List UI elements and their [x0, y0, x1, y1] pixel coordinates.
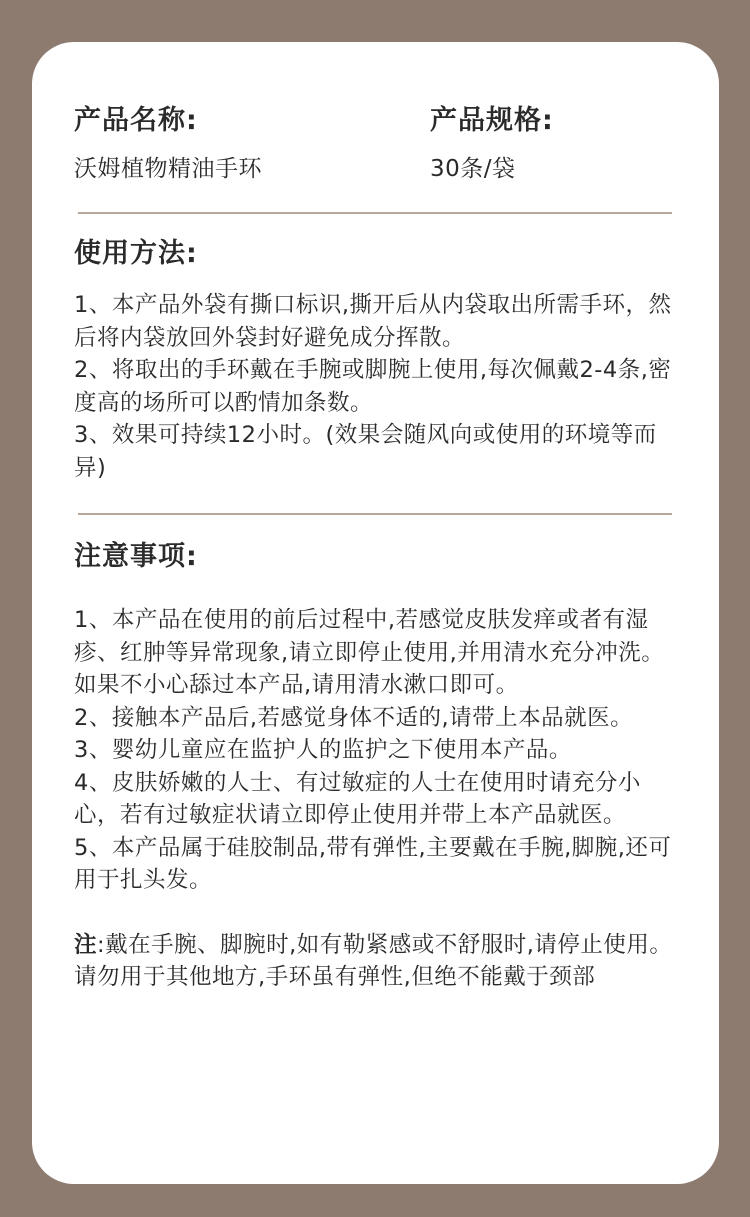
product-name-value: 沃姆植物精油手环 — [74, 156, 262, 182]
divider-top — [78, 212, 672, 214]
product-spec-block — [430, 104, 690, 184]
caution-note — [74, 929, 684, 994]
note-text: :戴在手腕、脚腕时,如有勒紧感或不舒服时,请停止使用。请勿用于其他地方,手环虽有弹性,但绝不能戴于颈部 — [74, 931, 673, 990]
product-info-card — [32, 42, 719, 1184]
usage-section — [74, 237, 684, 484]
caution-item-1: 1、本产品在使用的前后过程中,若感觉皮肤发痒或者有湿疹、红肿等异常现象,请立即停止使用,并用清水充分冲洗。如果不小心舔过本产品,请用清水漱口即可。 — [74, 607, 665, 698]
divider-middle — [78, 513, 672, 515]
product-spec-value: 30条/袋 — [430, 156, 516, 182]
caution-item-5: 5、本产品属于硅胶制品,带有弹性,主要戴在手腕,脚腕,还可用于扎头发。 — [74, 834, 672, 893]
product-spec-label: 产品规格: — [430, 105, 554, 136]
product-name-block — [74, 104, 430, 184]
cautions-title: 注意事项: — [74, 541, 198, 572]
product-name-label: 产品名称: — [74, 105, 198, 136]
caution-item-4: 4、皮肤娇嫩的人士、有过敏症的人士在使用时请充分小心，若有过敏症状请立即停止使用并带上本产品就医。 — [74, 769, 641, 828]
cautions-section — [74, 540, 684, 994]
note-label: 注 — [74, 931, 98, 958]
caution-item-3: 3、婴幼儿童应在监护人的监护之下使用本产品。 — [74, 737, 572, 763]
spec-row — [74, 104, 694, 184]
usage-title: 使用方法: — [74, 238, 198, 269]
usage-item-2: 2、将取出的手环戴在手腕或脚腕上使用,每次佩戴2-4条,密度高的场所可以酌情加条数。 — [74, 357, 672, 416]
usage-item-1: 1、本产品外袋有撕口标识,撕开后从内袋取出所需手环，然后将内袋放回外袋封好避免成分挥散。 — [74, 292, 672, 351]
caution-item-2: 2、接触本产品后,若感觉身体不适的,请带上本品就医。 — [74, 704, 634, 731]
usage-item-3: 3、效果可持续12小时。(效果会随风向或使用的环境等而异) — [74, 422, 657, 481]
